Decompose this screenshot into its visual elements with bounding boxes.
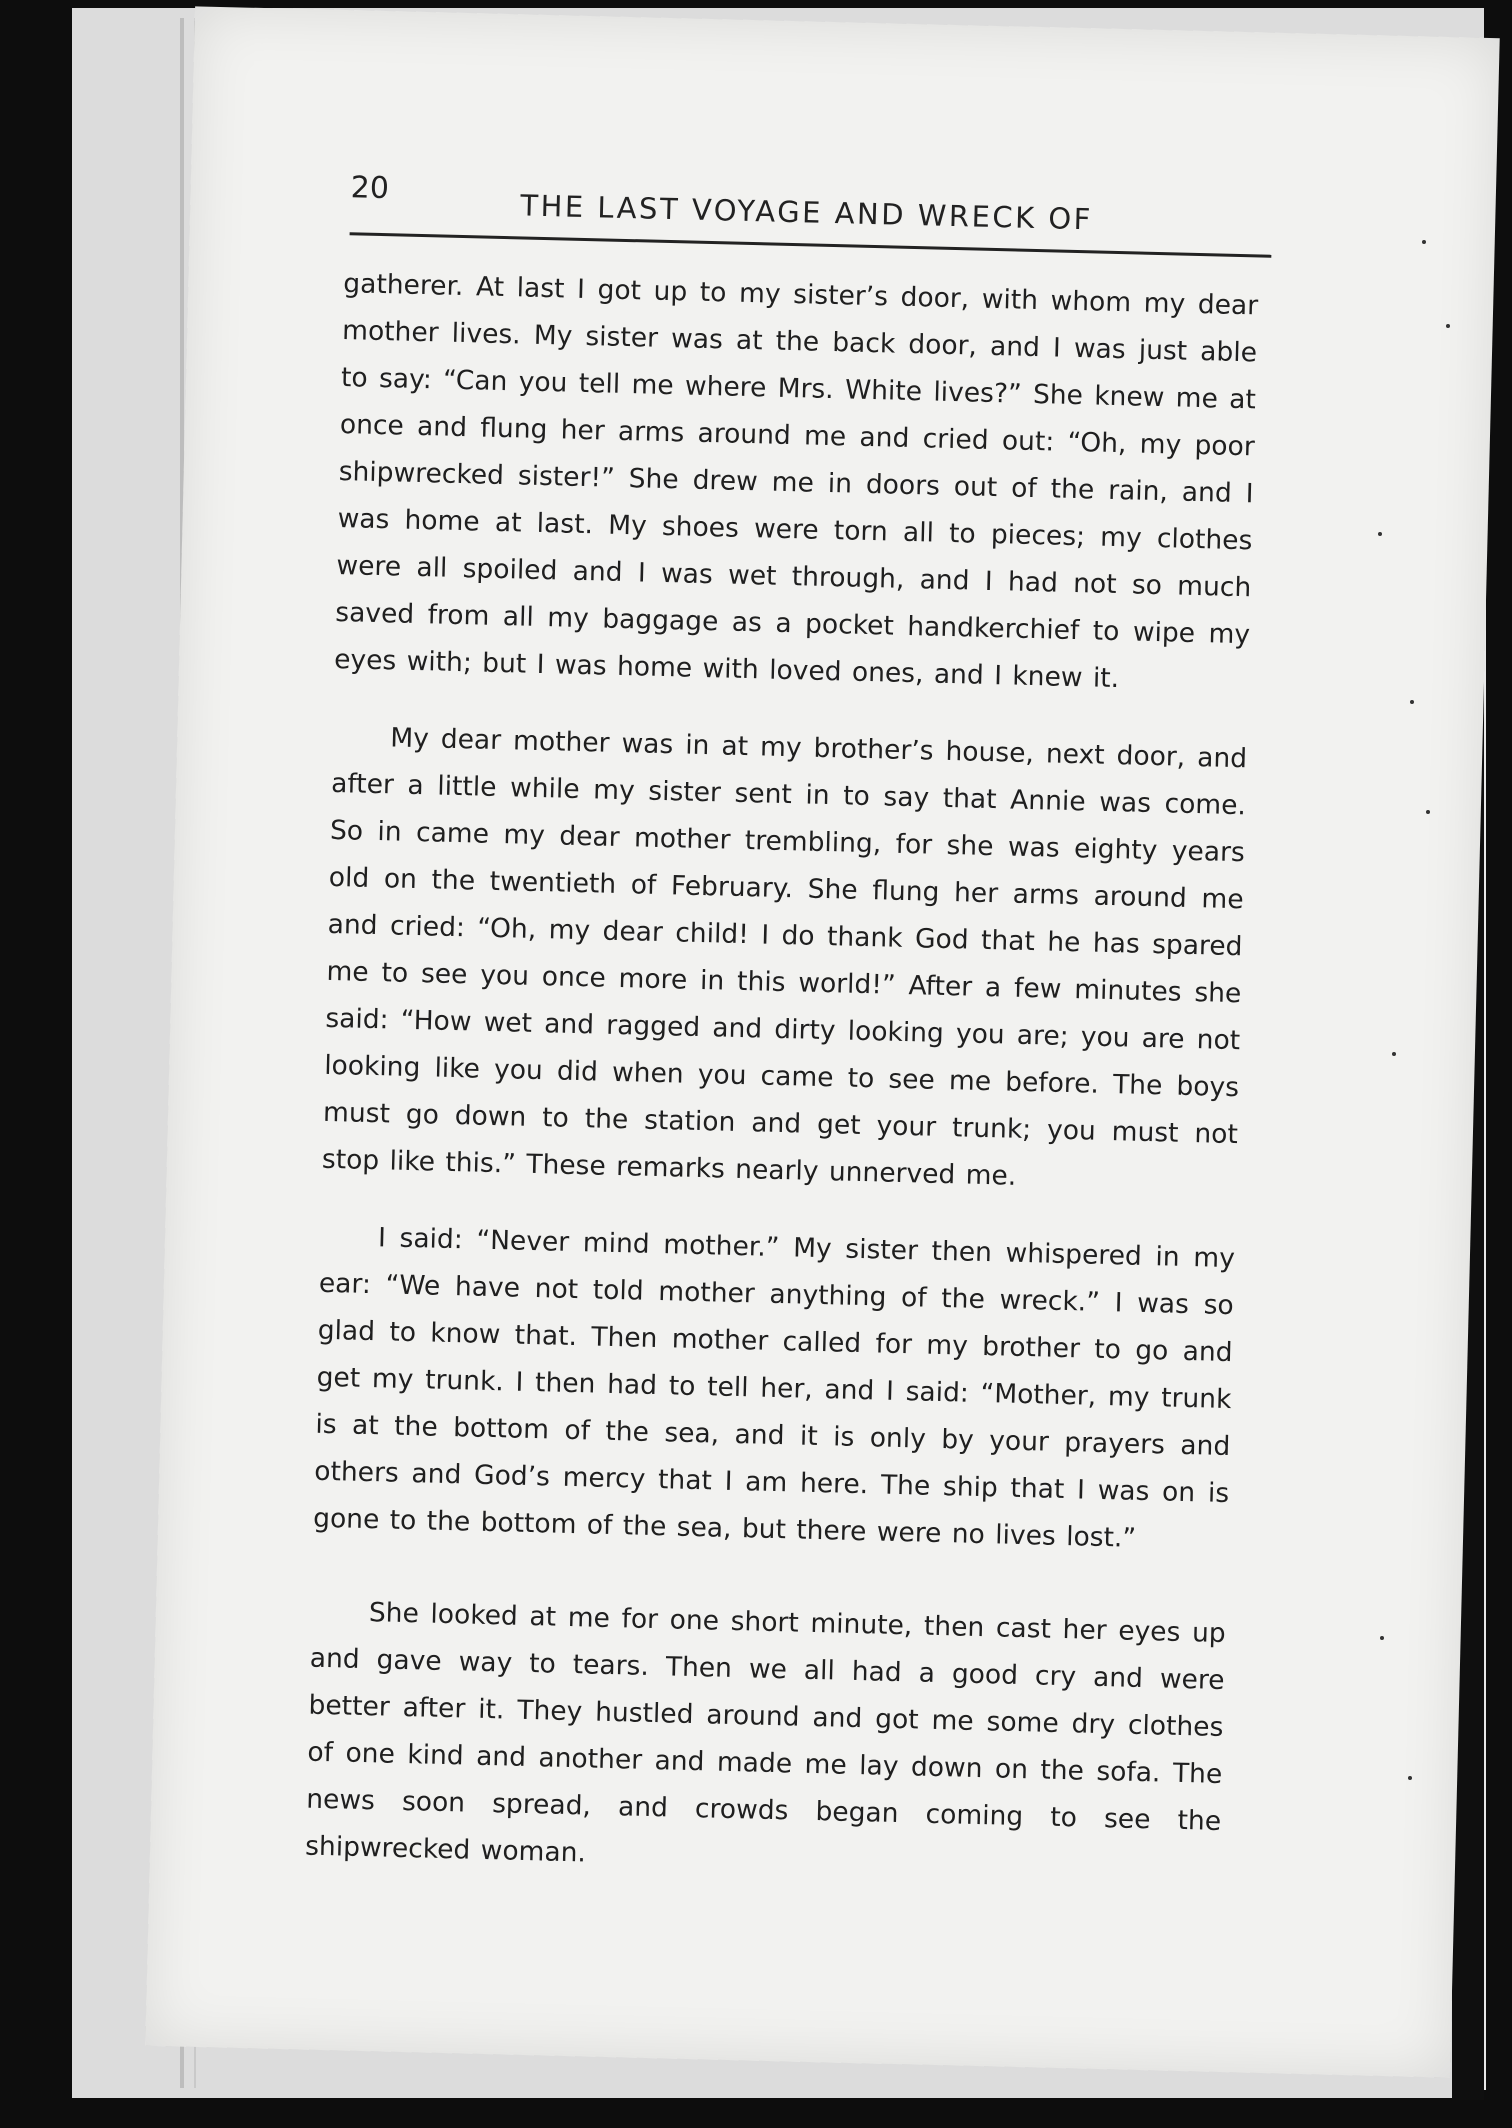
paragraph-1: gatherer. At last I got up to my sister’s door, with whom my dear mother lives. My sister was at the back door, and I was just able to say: “Can you tell me where Mrs. White lives?” She knew me at once and flung her arms around me and cried out: “Oh, my poor shipwrecked sister!” She drew me in doors out of the rain, and I was home at last. My shoes were torn all to pieces; my clothes were all spoiled and I was wet through, and I had not so much saved from all my baggage as a pocket handkerchief to wipe my eyes with; but I was home with loved ones, and I knew it. — [333, 268, 1259, 695]
book-page — [145, 6, 1499, 2077]
dust-speck — [1378, 532, 1382, 536]
dust-speck — [1410, 700, 1414, 704]
page-header — [350, 160, 1281, 243]
dust-speck — [1380, 1636, 1384, 1640]
dust-speck — [1392, 1052, 1396, 1056]
paragraph-4: She looked at me for one short minute, then cast her eyes up and gave way to tears. Then we all had a good cry and were better after it. They hustled around and got me some dry clothes of one kind and another and made me lay down on the sofa. The news soon spread, and crowds began coming to see the shipwrecked woman. — [304, 1597, 1227, 1869]
dust-speck — [1426, 810, 1430, 814]
page-body — [304, 260, 1259, 1922]
page-number: 20 — [350, 170, 390, 207]
running-head: THE LAST VOYAGE AND WRECK OF — [519, 188, 1094, 237]
dust-speck — [1446, 324, 1450, 328]
paragraph-3: I said: “Never mind mother.” My sister then whispered in my ear: “We have not told mother anything of the wreck.” I was so glad to know that. Then mother called for my brother to go and get my trunk. I then had to tell her, and I said: “Mother, my trunk is at the bottom of the sea, and it is only by your prayers and others and God’s mercy that I am here. The ship that I was on is gone to the bottom of the sea, but there were no lives lost.” — [312, 1222, 1236, 1554]
paragraph-2: My dear mother was in at my brother’s house, next door, and after a little while my sister sent in to say that Annie was come. So in came my dear mother trembling, for she was eighty years old on the twentieth of February. She flung her arms around me and cried: “Oh, my dear child! I do thank God that he has spared me to see you once more in this world!” After a few minutes she said: “How wet and ragged and dirty looking you are; you are not looking like you did when you came to see me before. The boys must go down to the station and get your trunk; you must not stop like this.” These remarks nearly unnerved me. — [321, 722, 1248, 1192]
dust-speck — [1422, 240, 1426, 244]
dust-speck — [1408, 1776, 1412, 1780]
